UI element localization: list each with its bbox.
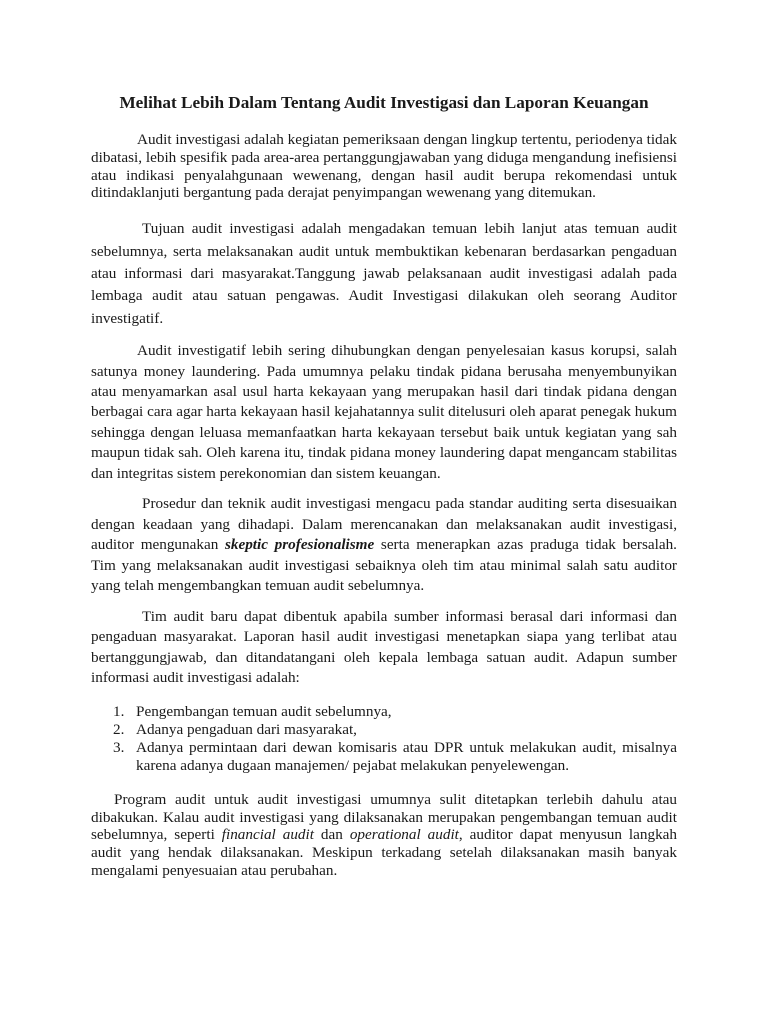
- paragraph-money-laundering: Audit investigatif lebih sering dihubungkan dengan penyelesaian kasus korupsi, salah satunya money laundering. Pada umumnya pelaku tindak pidana berusaha menyembunyikan atau menyamarkan asal usul harta kekayaan yang merupakan hasil dari tindak pidana dengan berbagai cara agar harta kekayaan hasil kejahatannya sulit ditelusuri oleh aparat penegak hukum sehingga dengan leluasa memanfaatkan harta kekayaan tersebut baik untuk kegiatan yang sah maupun tidak sah. Oleh karena itu, tindak pidana money laundering dapat mengancam stabilitas dan integritas sistem perekonomian dan sistem keuangan.: [91, 342, 677, 482]
- paragraph-program: [91, 791, 677, 879]
- procedure-text-before: Prosedur dan teknik audit investigasi mengacu pada standar auditing serta disesuaikan dengan keadaan yang dihadapi. Dalam merencanakan dan melaksanakan audit investigasi, auditor mengunakan: [91, 495, 677, 554]
- list-number: 2.: [113, 721, 125, 739]
- paragraph-definition: Audit investigasi adalah kegiatan pemeriksaan dengan lingkup tertentu, periodenya tidak dibatasi, lebih spesifik pada area-area pertanggungjawaban yang diduga mengandung inefisiensi atau indikasi penyalahgunaan wewenang, dengan hasil audit berupa rekomendasi untuk ditindaklanjuti bergantung pada derajat penyimpangan wewenang yang ditemukan.: [91, 131, 677, 202]
- paragraph-team: Tim audit baru dapat dibentuk apabila sumber informasi berasal dari informasi dan pengaduan masyarakat. Laporan hasil audit investigasi menetapkan siapa yang terlibat atau bertanggungjawab, dan ditandatangani oleh kepala lembaga satuan audit. Adapun sumber informasi audit investigasi adalah:: [91, 608, 677, 686]
- paragraph-purpose: Tujuan audit investigasi adalah mengadakan temuan lebih lanjut atas temuan audit sebelumnya, serta melaksanakan audit untuk membuktikan kebenaran berdasarkan pengaduan atau informasi dari masyarakat.Tanggung jawab pelaksanaan audit investigasi adalah pada lembaga audit atau satuan pengawas. Audit Investigasi dilakukan oleh seorang Auditor investigatif.: [91, 220, 677, 327]
- list-item: [113, 739, 677, 775]
- list-text: Pengembangan temuan audit sebelumnya,: [136, 703, 392, 721]
- list-item: [113, 703, 677, 721]
- source-list: [91, 703, 677, 775]
- list-text: Adanya pengaduan dari masyarakat,: [136, 721, 357, 739]
- program-text-3: , auditor dapat menyusun langkah audit yang hendak dilaksanakan. Meskipun terkadang setelah dilaksanakan masih banyak mengalami penyesuaian atau perubahan.: [91, 826, 678, 879]
- procedure-text-after: serta menerapkan azas praduga tidak bersalah. Tim yang melaksanakan audit investigasi sebaiknya oleh tim atau minimal salah satu auditor yang telah mengembangkan temuan audit sebelumnya.: [91, 536, 677, 595]
- program-italic-2: operational audit: [349, 826, 459, 844]
- list-item: [113, 721, 677, 739]
- document-title: Melihat Lebih Dalam Tentang Audit Investigasi dan Laporan Keuangan: [119, 93, 649, 112]
- procedure-emphasis: skeptic profesionalisme: [224, 536, 375, 554]
- program-text-1: Program audit untuk audit investigasi umumnya sulit ditetapkan terlebih dahulu atau dibakukan. Kalau audit investigasi yang dilaksanakan merupakan pengembangan temuan audit sebelumnya, seperti: [91, 791, 677, 844]
- program-italic-1: financial audit: [221, 826, 314, 844]
- list-number: 3.: [113, 739, 125, 757]
- list-text: Adanya permintaan dari dewan komisaris atau DPR untuk melakukan audit, misalnya karena adanya dugaan manajemen/ pejabat melakukan penyelewengan.: [136, 739, 677, 775]
- list-number: 1.: [113, 703, 125, 721]
- program-text-2: dan: [313, 826, 350, 844]
- paragraph-procedure: [91, 494, 677, 597]
